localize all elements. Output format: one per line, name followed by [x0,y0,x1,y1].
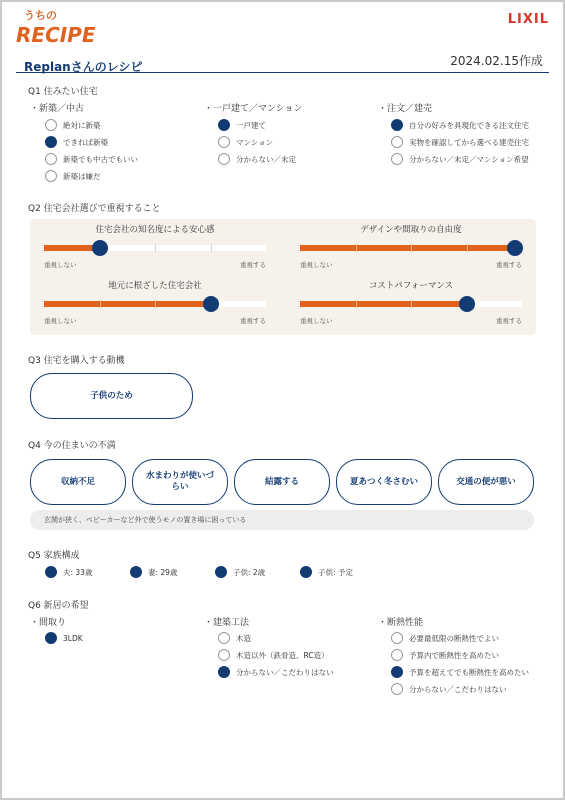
radio-button[interactable] [391,136,403,148]
slider-tick [356,244,357,252]
option-label: 木造 [236,633,251,643]
family-member [215,566,265,578]
min-label: 重視しない [44,261,77,269]
q5-heading: Q5 家族構成 [28,551,80,561]
radio-button[interactable] [391,649,403,661]
max-label: 重視する [240,261,266,269]
option-label: できれば新築 [63,137,108,147]
complaint-pill: 交通の便が悪い [438,459,534,505]
option-label: 分からない／こだわりはない [409,684,507,694]
q1-option[interactable] [218,153,296,165]
max-label: 重視する [496,317,522,325]
slider-label: コストパフォーマンス [368,281,454,291]
q6-option[interactable] [391,632,499,644]
q1-option[interactable] [391,136,529,148]
option-label: 分からない／未定／マンション希望 [409,154,529,164]
slider-label: デザインや間取りの自由度 [360,225,462,235]
radio-button-selected[interactable] [391,666,403,678]
option-label: 新築は嫌だ [63,171,101,181]
page-title: Replanさんのレシピ [24,60,143,74]
min-label: 重視しない [300,261,333,269]
radio-button[interactable] [45,119,57,131]
complaint-pill: 結露する [234,459,330,505]
option-label: 自分の好みを具現化できる注文住宅 [409,120,529,130]
q6-heading: Q6 新居の希望 [28,601,89,611]
member-label: 子供: 予定 [318,567,353,577]
slider-fill [44,301,211,307]
slider-label: 住宅会社の知名度による安心感 [95,225,215,235]
slider-knob[interactable] [507,240,523,256]
q6-option[interactable] [45,632,83,644]
q1-option[interactable] [45,170,101,182]
complaint-note: 玄関が狭く、ベビーカーなど外で使うモノの置き場に困っている [30,510,534,530]
q1-group-build-type-label: ・注文／建売 [378,104,433,114]
slider-tick [411,244,412,252]
member-label: 子供: 2歳 [233,567,266,577]
slider-tick [211,244,212,252]
family-member [45,566,92,578]
max-label: 重視する [496,261,522,269]
slider-tick [155,244,156,252]
radio-button-selected[interactable] [45,136,57,148]
radio-button[interactable] [218,632,230,644]
slider-tick [411,300,412,308]
q1-group-house-type-label: ・一戸建て／マンション [204,104,303,114]
person-marker-icon [215,566,227,578]
slider-scale [300,316,522,325]
slider-knob[interactable] [203,296,219,312]
option-label: 3LDK [63,633,83,643]
option-label: 必要最低限の断熱性でよい [409,633,499,643]
brand-logo: LIXIL [507,12,549,27]
q1-option[interactable] [391,153,529,165]
q6-group-layout-label: ・間取り [30,618,67,628]
option-label: 分からない／未定 [236,154,296,164]
slider-local-company[interactable] [44,279,266,325]
slider-scale [300,260,522,269]
option-label: 新築でも中古でもいい [63,154,138,164]
person-marker-icon [300,566,312,578]
q1-option[interactable] [218,119,266,131]
slider-scale [44,260,266,269]
member-label: 夫: 33歳 [63,567,93,577]
slider-track[interactable] [44,239,266,259]
q1-option[interactable] [45,153,138,165]
q1-group-new-used-label: ・新築／中古 [30,104,85,114]
logo-text-main: RECIPE [16,23,96,46]
family-member [130,566,177,578]
complaint-pill: 夏あつく冬さむい [336,459,432,505]
radio-button[interactable] [218,153,230,165]
radio-button[interactable] [391,683,403,695]
option-label: 木造以外（鉄骨造、RC造） [236,650,329,660]
slider-track[interactable] [300,239,522,259]
radio-button[interactable] [391,632,403,644]
slider-track[interactable] [300,295,522,315]
slider-brand-recognition[interactable] [44,223,266,269]
slider-tick [100,300,101,308]
slider-scale [44,316,266,325]
slider-cost-performance[interactable] [300,279,522,325]
created-date: 2024.02.15作成 [450,54,543,68]
slider-tick [467,244,468,252]
min-label: 重視しない [44,317,77,325]
q6-option[interactable] [218,632,251,644]
q6-option[interactable] [391,683,507,695]
person-marker-icon [130,566,142,578]
title-divider [16,72,549,73]
q1-option[interactable] [45,136,108,148]
q6-option[interactable] [391,649,499,661]
slider-knob[interactable] [92,240,108,256]
max-label: 重視する [240,317,266,325]
option-label: 一戸建て [236,120,266,130]
slider-fill [300,301,467,307]
q6-group-insulation-label: ・断熱性能 [378,618,424,628]
q1-option[interactable] [391,119,529,131]
q6-option[interactable] [391,666,529,678]
complaint-pill: 収納不足 [30,459,126,505]
purchase-motive-pill: 子供のため [30,373,193,419]
slider-tick [356,300,357,308]
radio-button-selected[interactable] [218,666,230,678]
q6-option[interactable] [218,666,334,678]
min-label: 重視しない [300,317,333,325]
slider-tick [155,300,156,308]
family-member [300,566,353,578]
radio-button-selected[interactable] [45,632,57,644]
person-marker-icon [45,566,57,578]
q1-option[interactable] [218,136,273,148]
option-label: 分からない／こだわりはない [236,667,334,677]
q2-heading: Q2 住宅会社選びで重視すること [28,204,161,214]
radio-button[interactable] [45,170,57,182]
logo-text-top: うちの [24,9,57,22]
radio-button[interactable] [218,136,230,148]
complaint-pill: 水まわりが使いづらい [132,459,228,505]
option-label: マンション [236,137,274,147]
option-label: 実物を確認してから選べる建売住宅 [409,137,529,147]
q1-heading: Q1 住みたい住宅 [28,87,98,97]
q3-heading: Q3 住宅を購入する動機 [28,356,125,366]
option-label: 予算を超えてでも断熱性を高めたい [409,667,529,677]
q6-group-construction-label: ・建築工法 [204,618,250,628]
q1-option[interactable] [45,119,101,131]
logo-graphic [14,6,110,46]
uchino-recipe-logo [14,6,110,46]
q6-option[interactable] [218,649,329,661]
option-label: 絶対に新築 [63,120,101,130]
radio-button-selected[interactable] [391,119,403,131]
radio-button[interactable] [45,153,57,165]
q4-heading: Q4 今の住まいの不満 [28,441,116,451]
slider-label: 地元に根ざした住宅会社 [108,281,202,291]
radio-button[interactable] [391,153,403,165]
slider-knob[interactable] [459,296,475,312]
slider-track[interactable] [44,295,266,315]
radio-button[interactable] [218,649,230,661]
option-label: 予算内で断熱性を高めたい [409,650,499,660]
member-label: 妻: 29歳 [148,567,178,577]
priority-sliders-panel [30,219,536,335]
slider-design-freedom[interactable] [300,223,522,269]
radio-button-selected[interactable] [218,119,230,131]
